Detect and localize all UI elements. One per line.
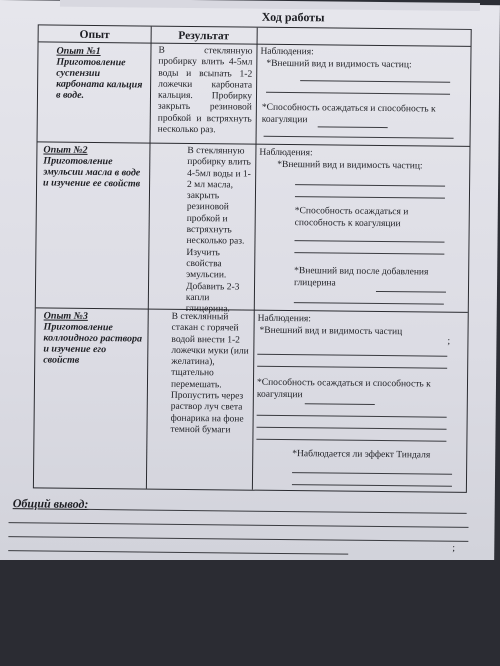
answer-line[interactable] [300, 80, 450, 83]
page-title: Ход работы [261, 9, 325, 25]
column-header-experiment: Опыт [79, 28, 110, 42]
experiment-3-label: Опыт №3 Приготовление коллоидного раствора и изучение его свойств [43, 310, 143, 366]
experiment-1-observations: Наблюдения: *Внешний вид и видимость частиц: [260, 46, 412, 70]
experiment-2-glycerin-prompt: *Внешний вид после добавления глицерина [294, 266, 429, 289]
answer-line[interactable] [294, 302, 444, 305]
answer-line[interactable] [257, 366, 447, 369]
answer-line[interactable] [257, 354, 447, 357]
answer-line[interactable] [294, 252, 444, 255]
experiment-2-observations: Наблюдения: *Внешний вид и видимость частиц: [259, 147, 423, 171]
desk-background [0, 560, 500, 666]
conclusion-line[interactable] [87, 509, 467, 514]
general-conclusion-label: Общий вывод: [12, 496, 89, 511]
column-divider [252, 28, 258, 490]
answer-line[interactable] [257, 415, 447, 418]
conclusion-line[interactable] [8, 536, 468, 542]
conclusion-line[interactable] [9, 522, 469, 528]
column-header-result: Результат [178, 29, 230, 43]
answer-line[interactable] [295, 184, 445, 187]
experiment-2-sedimentation-prompt: *Способность осаждаться и способность к коагуляции [294, 206, 409, 229]
answer-line[interactable] [318, 126, 388, 128]
experiment-2-label: Опыт №2 Приготовление эмульсии масла в воде и изучение ее свойств [43, 144, 141, 190]
experiment-table [33, 24, 472, 493]
conclusion-line[interactable] [8, 550, 348, 555]
answer-line[interactable] [256, 439, 446, 442]
answer-line[interactable] [294, 240, 444, 243]
experiment-1-sedimentation-prompt: *Способность осаждаться и способность к коагуляции [261, 102, 436, 125]
answer-line[interactable] [305, 403, 375, 405]
answer-line[interactable] [292, 472, 452, 475]
answer-line[interactable] [292, 484, 452, 487]
stray-semicolon: ; [452, 542, 456, 554]
experiment-3-tyndall-prompt: *Наблюдается ли эффект Тиндаля [292, 449, 431, 461]
experiment-2-procedure: В стеклянную пробирку влить 4-5мл воды и 1-2 мл масла, закрыть резиновой пробкой и встряхнуть несколько раз. Изучить свойства эмульсии. Добавить 2-3 капли глицерина. [185, 145, 251, 315]
experiment-3-observations: Наблюдения: *Внешний вид и видимость частиц [257, 313, 403, 337]
experiment-3-procedure: В стеклянный стакан с горячей водой внести 1-2 ложечки муки (или желатина), тщательно перемешать. Пропустить через раствор луч света фонарика на фоне темной бумаги [170, 311, 249, 436]
experiment-3-sedimentation-prompt: *Способность осаждаться и способность к коагуляции [256, 377, 431, 400]
stray-semicolon: ; [447, 335, 451, 347]
answer-line[interactable] [376, 291, 446, 293]
answer-line[interactable] [257, 427, 447, 430]
answer-line[interactable] [266, 92, 450, 95]
experiment-1-label: Опыт №1 Приготовление суспензии карбоната кальция в воде. [55, 45, 143, 101]
answer-line[interactable] [295, 196, 445, 199]
experiment-1-procedure: В стеклянную пробирку влить 4-5мл воды и всыпать 1-2 ложечки карбоната кальция. Пробирку закрыть резиновой пробкой и встряхнуть несколько раз. [157, 45, 253, 136]
answer-line[interactable] [264, 136, 454, 139]
